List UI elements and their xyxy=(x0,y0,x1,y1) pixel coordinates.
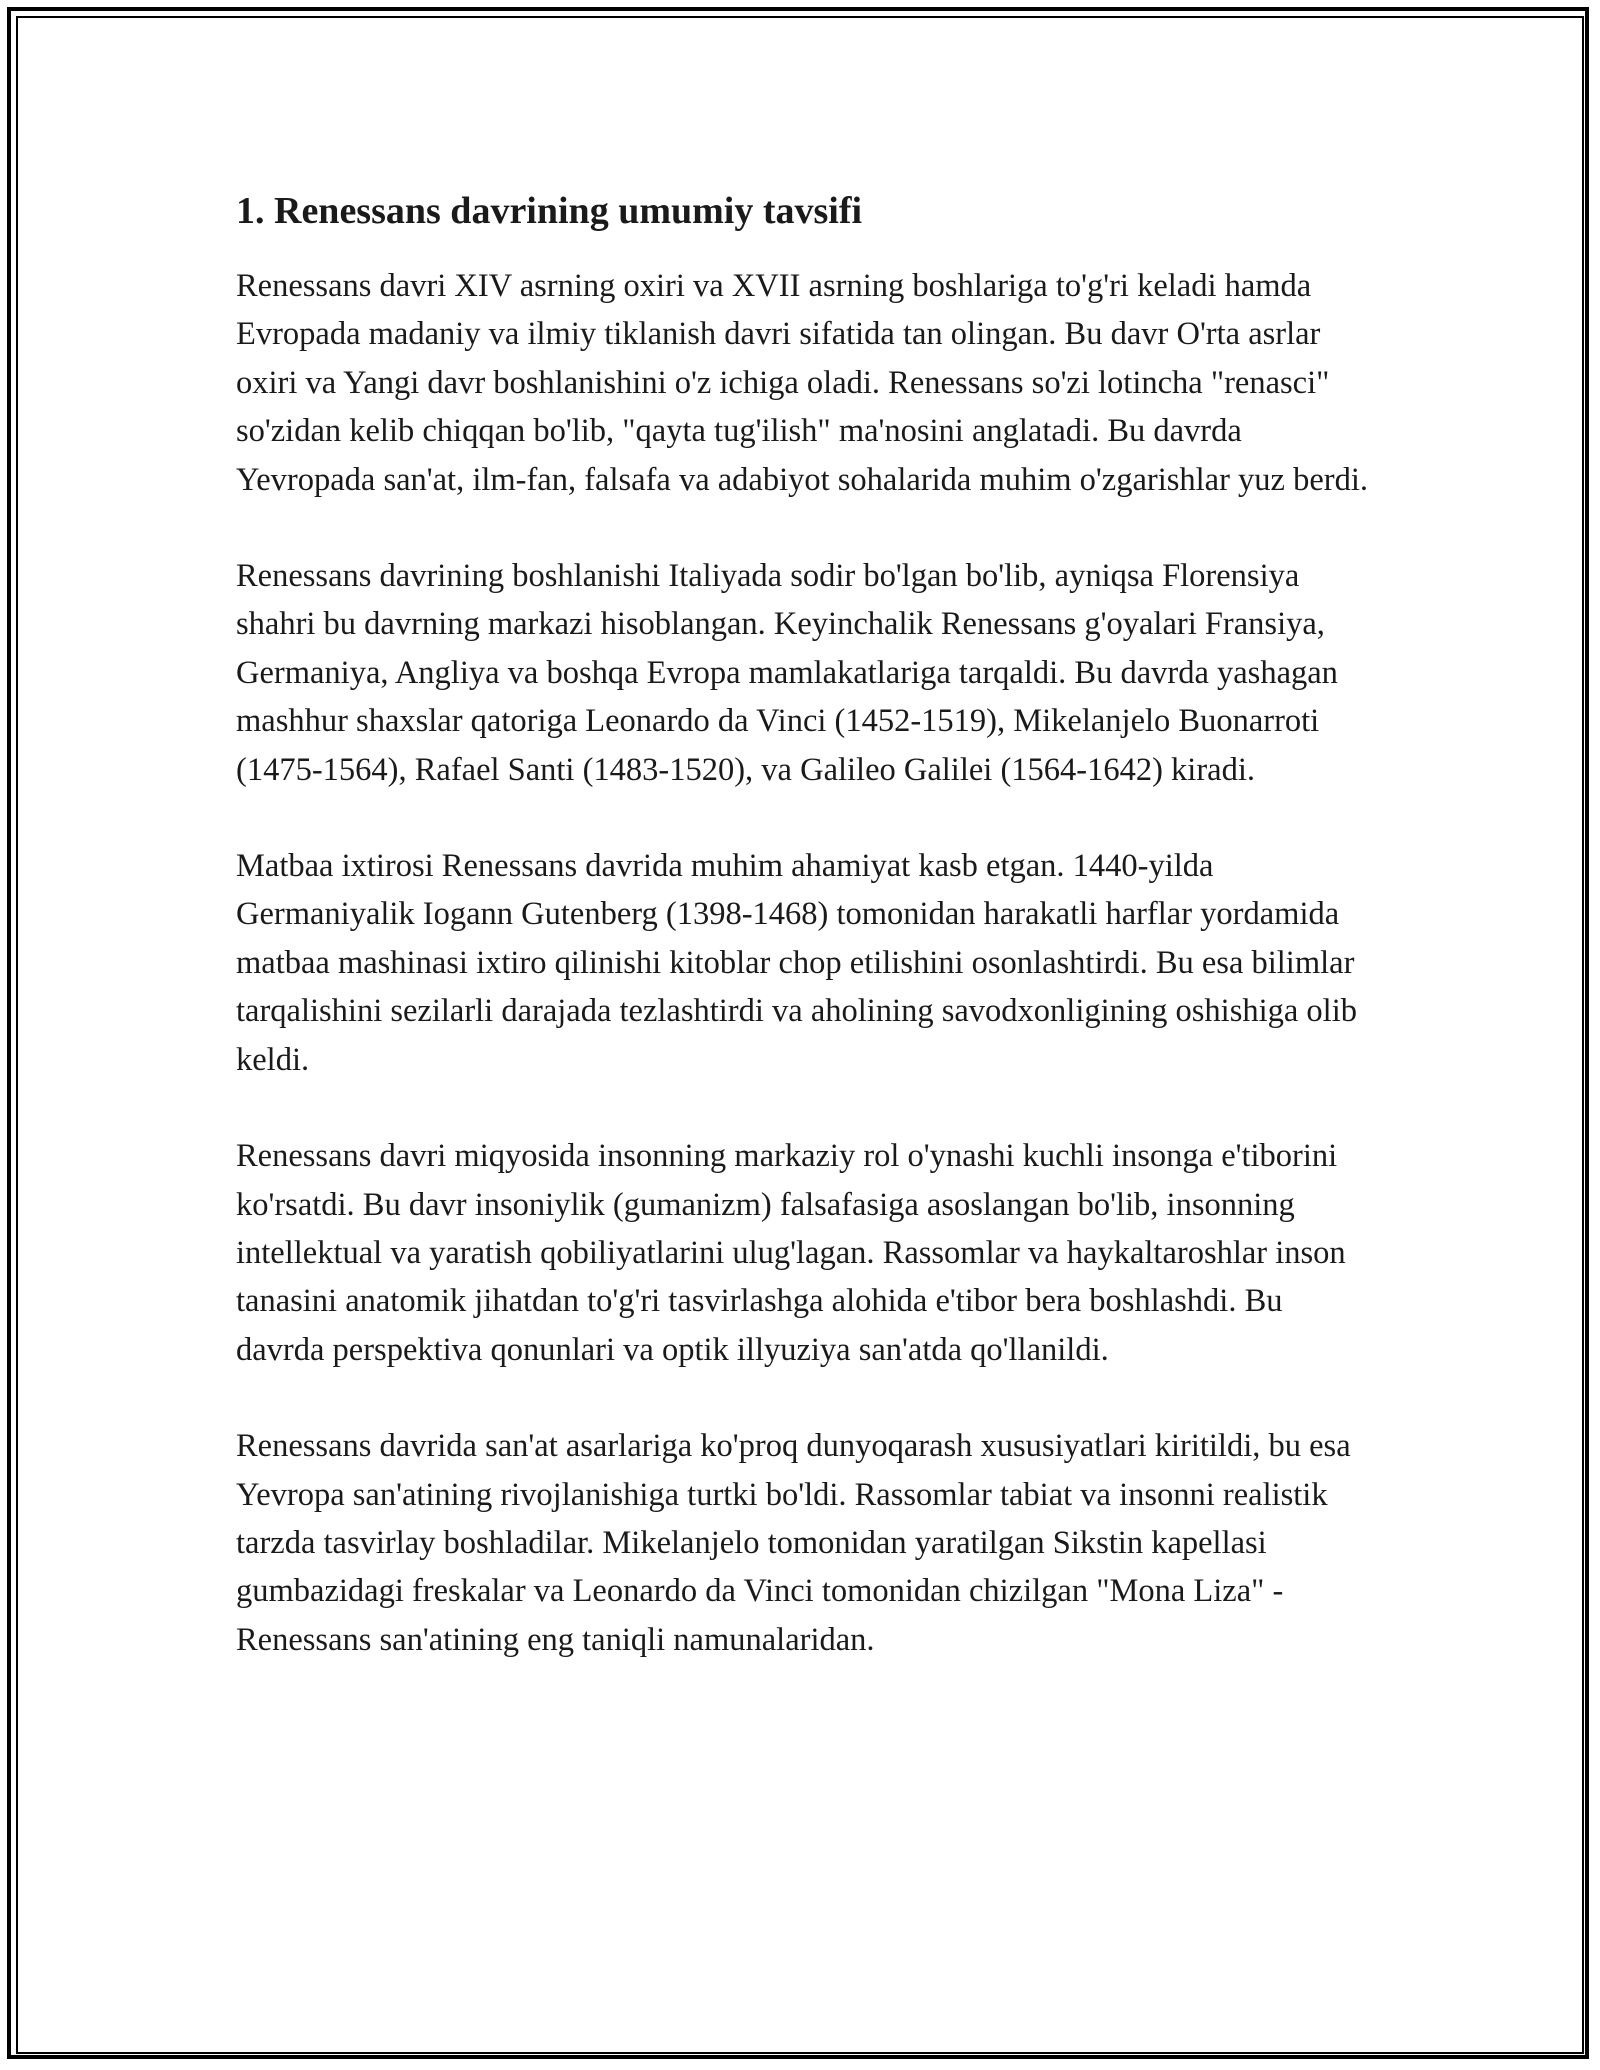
paragraph-5: Renessans davrida san'at asarlariga ko'proq dunyoqarash xususiyatlari kiritildi, bu esa Yevropa san'atining rivojlanishiga turtki bo'ldi. Rassomlar tabiat va insonni realistik tarzda tasvirlay boshladilar. Mikelanjelo tomonidan yaratilgan Sikstin kapellasi gumbazidagi freskalar va Leonardo da Vinci tomonidan chizilgan "Mona Liza" - Renessans san'atining eng taniqli namunalaridan. xyxy=(236,1428,1351,1658)
paragraph-1: Renessans davri XIV asrning oxiri va XVII asrning boshlariga to'g'ri keladi hamda Evropada madaniy va ilmiy tiklanish davri sifatida tan olingan. Bu davr O'rta asrlar oxiri va Yangi davr boshlanishini o'z ichiga oladi. Renessans so'zi lotincha "renasci" so'zidan kelib chiqqan bo'lib, "qayta tug'ilish" ma'nosini anglatadi. Bu davrda Yevropada san'at, ilm-fan, falsafa va adabiyot sohalarida muhim o'zgarishlar yuz berdi. xyxy=(236,268,1368,498)
section-heading: 1. Renessans davrining umumiy tavsifi xyxy=(236,190,863,232)
paragraph-3: Matbaa ixtirosi Renessans davrida muhim ahamiyat kasb etgan. 1440-yilda Germaniyalik Iogann Gutenberg (1398-1468) tomonidan harakatli harflar yordamida matbaa mashinasi ixtiro qilinishi kitoblar chop etilishini osonlashtirdi. Bu esa bilimlar tarqalishini sezilarli darajada tezlashtirdi va aholining savodxonligining oshishiga olib keldi. xyxy=(236,848,1357,1078)
paragraph-2: Renessans davrining boshlanishi Italiyada sodir bo'lgan bo'lib, ayniqsa Florensiya shahri bu davrning markazi hisoblangan. Keyinchalik Renessans g'oyalari Fransiya, Germaniya, Angliya va boshqa Evropa mamlakatlariga tarqaldi. Bu davrda yashagan mashhur shaxslar qatoriga Leonardo da Vinci (1452-1519), Mikelanjelo Buonarroti (1475-1564), Rafael Santi (1483-1520), va Galileo Galilei (1564-1642) kiradi. xyxy=(236,558,1338,788)
document-body xyxy=(236,186,1376,1712)
paragraph-4: Renessans davri miqyosida insonning markaziy rol o'ynashi kuchli insonga e'tiborini ko'rsatdi. Bu davr insoniylik (gumanizm) falsafasiga asoslangan bo'lib, insonning intellektual va yaratish qobiliyatlarini ulug'lagan. Rassomlar va haykaltaroshlar inson tanasini anatomik jihatdan to'g'ri tasvirlashga alohida e'tibor bera boshlashdi. Bu davrda perspektiva qonunlari va optik illyuziya san'atda qo'llanildi. xyxy=(236,1138,1346,1368)
